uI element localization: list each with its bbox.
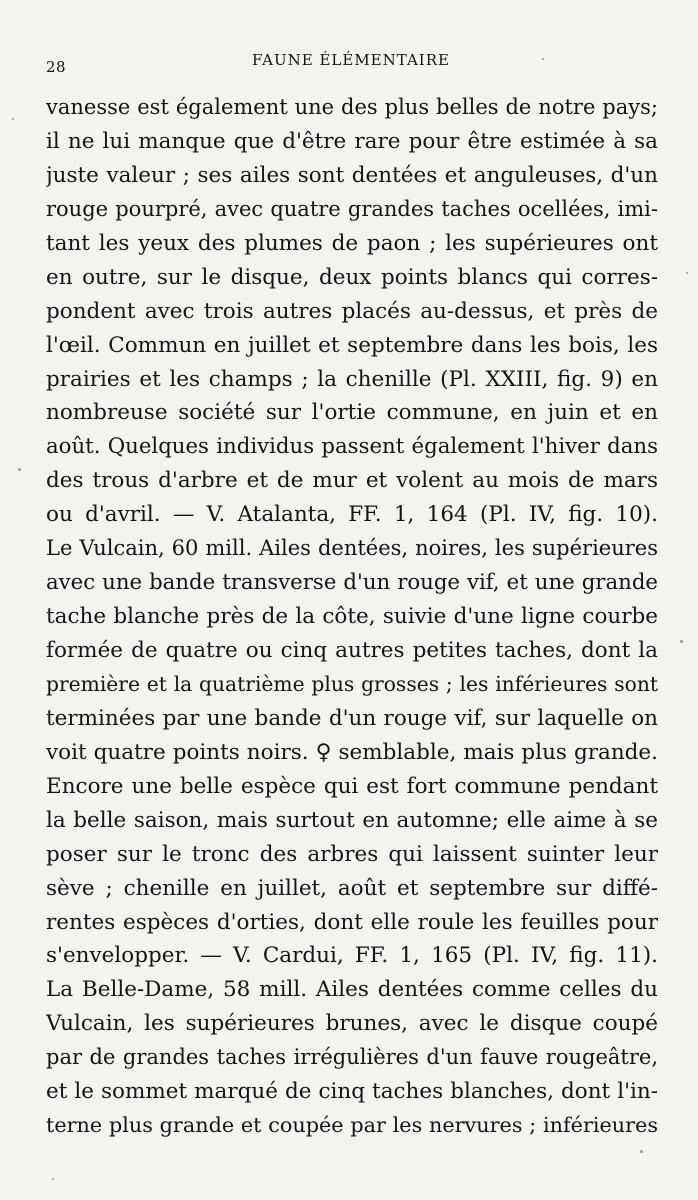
text-line: tache blanche près de la côte, suivie d'une ligne courbe <box>46 604 658 630</box>
text-line: rouge pourpré, avec quatre grandes taches ocellées, imi- <box>46 196 658 221</box>
text-line: par de grandes taches irrégulières d'un fauve rougeâtre, <box>46 1045 658 1070</box>
paper-speck <box>52 1178 54 1180</box>
text-line: pondent avec trois autres placés au-dessus, et près de <box>46 298 658 324</box>
text-line: août. Quelques individus passent également l'hiver dans <box>46 434 658 460</box>
paper-speck <box>12 118 14 120</box>
page-number: 28 <box>46 58 67 76</box>
text-line: terminées par une bande d'un rouge vif, sur laquelle on <box>46 705 658 731</box>
text-line: avec une bande transverse d'un rouge vif, et une grande <box>46 570 658 596</box>
text-line: des trous d'arbre et de mur et volent au mois de mars <box>46 468 658 494</box>
text-line: nombreuse société sur l'ortie commune, en juin et en <box>46 400 658 426</box>
text-line: prairies et les champs ; la chenille (Pl. XXIII, fig. 9) en <box>46 366 658 392</box>
text-line: première et la quatrième plus grosses ; les inférieures sont <box>46 671 658 696</box>
text-line: l'œil. Commun en juillet et septembre dans les bois, les <box>46 332 658 358</box>
text-line: voit quatre points noirs. ♀ semblable, mais plus grande. <box>46 739 658 765</box>
text-line: rentes espèces d'orties, dont elle roule les feuilles pour <box>46 909 658 935</box>
text-line: en outre, sur le disque, deux points blancs qui corres- <box>46 264 658 290</box>
text-line: terne plus grande et coupée par les nervures ; inférieures <box>46 1113 658 1138</box>
text-line: La Belle-Dame, 58 mill. Ailes dentées comme celles du <box>46 977 658 1003</box>
paper-speck <box>686 272 688 274</box>
text-line: tant les yeux des plumes de paon ; les supérieures ont <box>46 230 658 256</box>
paper-speck <box>18 468 21 471</box>
page-header <box>46 50 656 80</box>
text-line: vanesse est également une des plus belles de notre pays; <box>46 95 658 119</box>
text-line: Vulcain, les supérieures brunes, avec le disque coupé <box>46 1011 658 1037</box>
paper-speck <box>640 1150 643 1153</box>
running-title: FAUNE ÉLÉMENTAIRE <box>252 51 450 69</box>
text-line: juste valeur ; ses ailes sont dentées et anguleuses, d'un <box>46 162 658 188</box>
text-line: formée de quatre ou cinq autres petites taches, dont la <box>46 638 658 663</box>
text-line: s'envelopper. — V. Cardui, FF. 1, 165 (Pl. IV, fig. 11). <box>46 943 658 969</box>
paper-speck <box>680 640 683 643</box>
text-line: poser sur le tronc des arbres qui laissent suinter leur <box>46 841 658 867</box>
text-line: sève ; chenille en juillet, août et septembre sur diffé- <box>46 875 658 901</box>
text-line: il ne lui manque que d'être rare pour être estimée à sa <box>46 128 658 154</box>
text-line: Encore une belle espèce qui est fort commune pendant <box>46 773 658 799</box>
text-line: et le sommet marqué de cinq taches blanches, dont l'in- <box>46 1079 658 1105</box>
page-body-text <box>46 91 658 1143</box>
text-line: la belle saison, mais surtout en automne; elle aime à se <box>46 807 658 833</box>
text-line: ou d'avril. — V. Atalanta, FF. 1, 164 (Pl. IV, fig. 10). <box>46 502 658 528</box>
text-line: Le Vulcain, 60 mill. Ailes dentées, noires, les supérieures <box>46 536 658 561</box>
